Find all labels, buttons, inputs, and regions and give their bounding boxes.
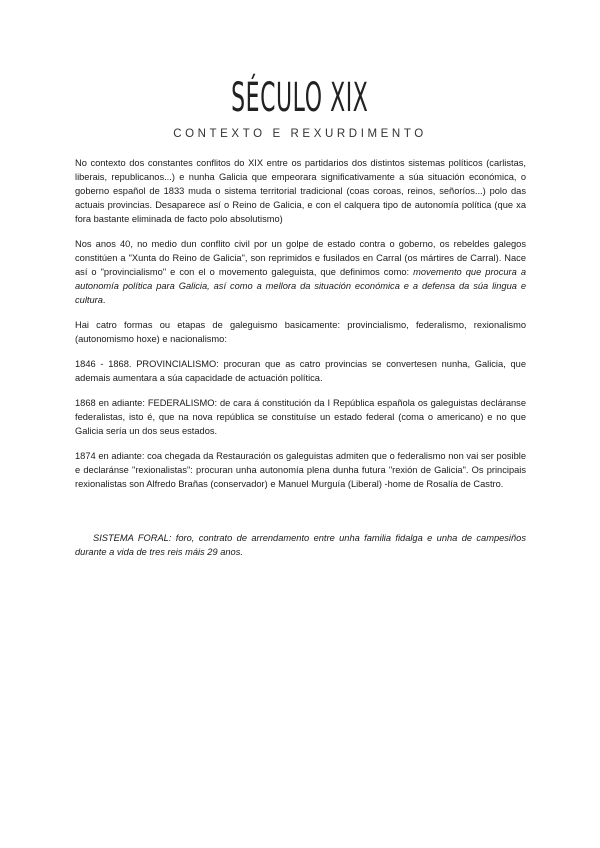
paragraph-sistema-foral: SISTEMA FORAL: foro, contrato de arrendamento entre unha familia fidalga e unha de campesiños durante a vida de tres reis máis 29 anos. [75,533,526,557]
page-subtitle: CONTEXTO E REXURDIMENTO [173,128,427,140]
page-title [0,76,600,120]
title-text: SÉCULO XIX [231,75,369,121]
paragraph-text: Nos anos 40, no medio dun conflito civil por un golpe de estado contra o goberno, os rebeldes galegos constitúen a "Xunta do Reino de Galicia", son reprimidos e fusilados en Carral (os mártires de Carral). Nace así o "provincialismo" e con el o movemento galeguista, que definimos como: [75,239,526,277]
paragraph-context: No contexto dos constantes conflitos do XIX entre os partidarios dos distintos sistemas políticos (carlistas, liberais, republicanos...) e nunha Galicia que empeorara significativamente a súa situación económica, o goberno español de 1833 muda o sistema territorial tradicional (coas coroas, reinos, señoríos...) polo das actuais provincias. Desaparece así o Reino de Galicia, e con el calquera tipo de autonomía política (que xa fora bastante eliminada de facto polo absolutismo) [75,158,526,224]
paragraph-stages: Hai catro formas ou etapas de galeguismo basicamente: provincialismo, federalismo, rexionalismo (autonomismo hoxe) e nacionalismo: [75,320,526,344]
paragraph-federalismo: 1868 en adiante: FEDERALISMO: de cara á constitución da I República española os galeguistas decláranse federalistas, isto é, que na nova república se constituíse un estado federal (coma o americano) e no que Galicia sería un dos seus estados. [75,398,526,436]
paragraph-end: . [102,295,106,305]
paragraph-rexionalismo: 1874 en adiante: coa chegada da Restauración os galeguistas admiten que o federalismo non vai ser posible e declaránse "rexionalistas": procuran unha autonomía plena dunha futura "rexión de Galicia". Os principais rexionalistas son Alfredo Brañas (conservador) e Manuel Murguía (Liberal) -home de Rosalía de Castro. [75,451,526,489]
definition-text: movemento que procura a autonomía política para Galicia, así como a mellora da situación económica e a defensa da súa lingua e cultura [75,267,527,305]
paragraph-provincialism-origin [75,237,526,307]
paragraph-provincialismo: 1846 - 1868. PROVINCIALISMO: procuran que as catro provincias se convertesen nunha, Galicia, que ademais aumentara a súa capacidade de actuación política. [75,359,526,383]
